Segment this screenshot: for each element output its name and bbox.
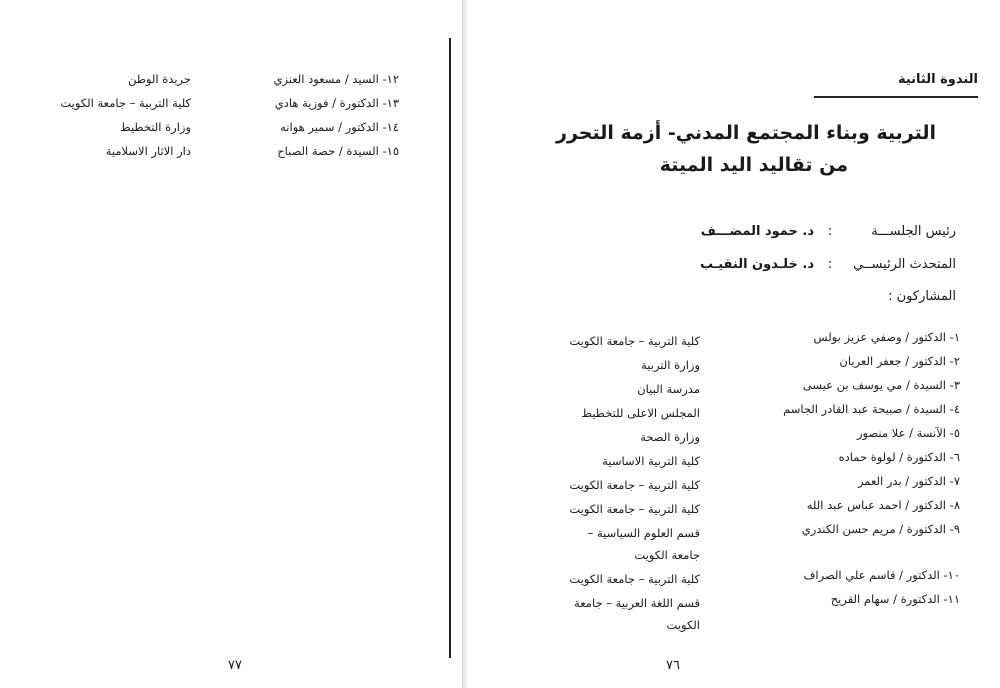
participant-org: كلية التربية – جامعة الكويت: [569, 334, 700, 348]
participant-org: وزارة الصحة: [640, 430, 700, 444]
participant-name: ١٢- السيد / مسعود العنزي: [273, 72, 399, 86]
participant-org: المجلس الاعلى للتخطيط: [581, 406, 700, 420]
participant-org: كلية التربية – جامعة الكويت: [60, 96, 191, 110]
list-item: [0, 96, 449, 118]
left-page: [0, 0, 449, 688]
participant-name: ٦- الدكتورة / لولوة حماده: [838, 450, 960, 464]
section-header: الندوة الثانية: [897, 72, 978, 87]
page-number: ٧٦: [666, 658, 680, 673]
participant-org: جريدة الوطن: [128, 72, 191, 86]
chair-colon: :: [827, 224, 833, 239]
session-chair: [701, 224, 956, 239]
list-item: [0, 120, 449, 142]
participant-org: وزارة التربية: [641, 358, 700, 372]
participant-name: ١٣- الدكتورة / فوزية هادي: [274, 96, 399, 110]
page-title-line-2: من تقاليد اليد الميتة: [659, 154, 848, 176]
participant-name: ٤- السيدة / صبيحة عبد القادر الجاسم: [783, 402, 960, 416]
participant-org: قسم اللغة العربية – جامعة الكويت: [574, 596, 700, 632]
participant-name: ٧- الدكتور / بدر العمر: [857, 474, 960, 488]
speaker-colon: :: [827, 257, 833, 272]
page-gutter-line: [449, 38, 451, 658]
list-item: [0, 72, 449, 94]
participants-heading: المشاركون :: [888, 289, 956, 304]
participant-name: ١١- الدكتورة / سهام القريح: [830, 592, 960, 606]
right-page: [468, 0, 1000, 688]
chair-value: د. حمود المضـــف: [700, 224, 814, 239]
participant-name: ٨- الدكتور / احمد عباس عبد الله: [806, 498, 960, 512]
participant-org: كلية التربية – جامعة الكويت: [569, 478, 700, 492]
participant-org: وزارة التخطيط: [120, 120, 191, 134]
participant-org: كلية التربية الاساسية: [602, 454, 700, 468]
participant-org: مدرسة البيان: [637, 382, 700, 396]
page-title-line-1: التربية وبناء المجتمع المدني- أزمة التحرر: [556, 122, 936, 144]
participant-name: ٢- الدكتور / جعفر العريان: [839, 354, 960, 368]
participant-name: ٣- السيدة / مي يوسف بن عيسى: [802, 378, 960, 392]
participant-name: ١- الدكتور / وصفي عزيز بولس: [813, 330, 960, 344]
chair-label: رئيس الجلســـة: [871, 224, 956, 239]
participant-name: ١٠- الدكتور / قاسم علي الصراف: [803, 568, 960, 582]
participant-org: دار الاثار الاسلامية: [105, 144, 191, 158]
participant-org: قسم العلوم السياسية – جامعة الكويت: [587, 526, 700, 562]
participant-name: ٥- الآنسة / علا منصور: [856, 426, 960, 440]
speaker-label: المتحدث الرئيســي: [853, 257, 956, 272]
page-number: ٧٧: [228, 658, 242, 673]
speaker-value: د. خلـدون النقيـب: [700, 257, 814, 272]
participant-org: كلية التربية – جامعة الكويت: [569, 502, 700, 516]
list-item: [0, 144, 449, 166]
participant-name: ٩- الدكتورة / مريم حسن الكندري: [801, 522, 960, 536]
header-rule: [814, 96, 978, 98]
participant-name: ١٥- السيدة / حصة الصباح: [277, 144, 399, 158]
participant-org: كلية التربية – جامعة الكويت: [569, 572, 700, 586]
participant-name: ١٤- الدكتور / سمير هوانه: [280, 120, 399, 134]
main-speaker: [700, 257, 956, 272]
